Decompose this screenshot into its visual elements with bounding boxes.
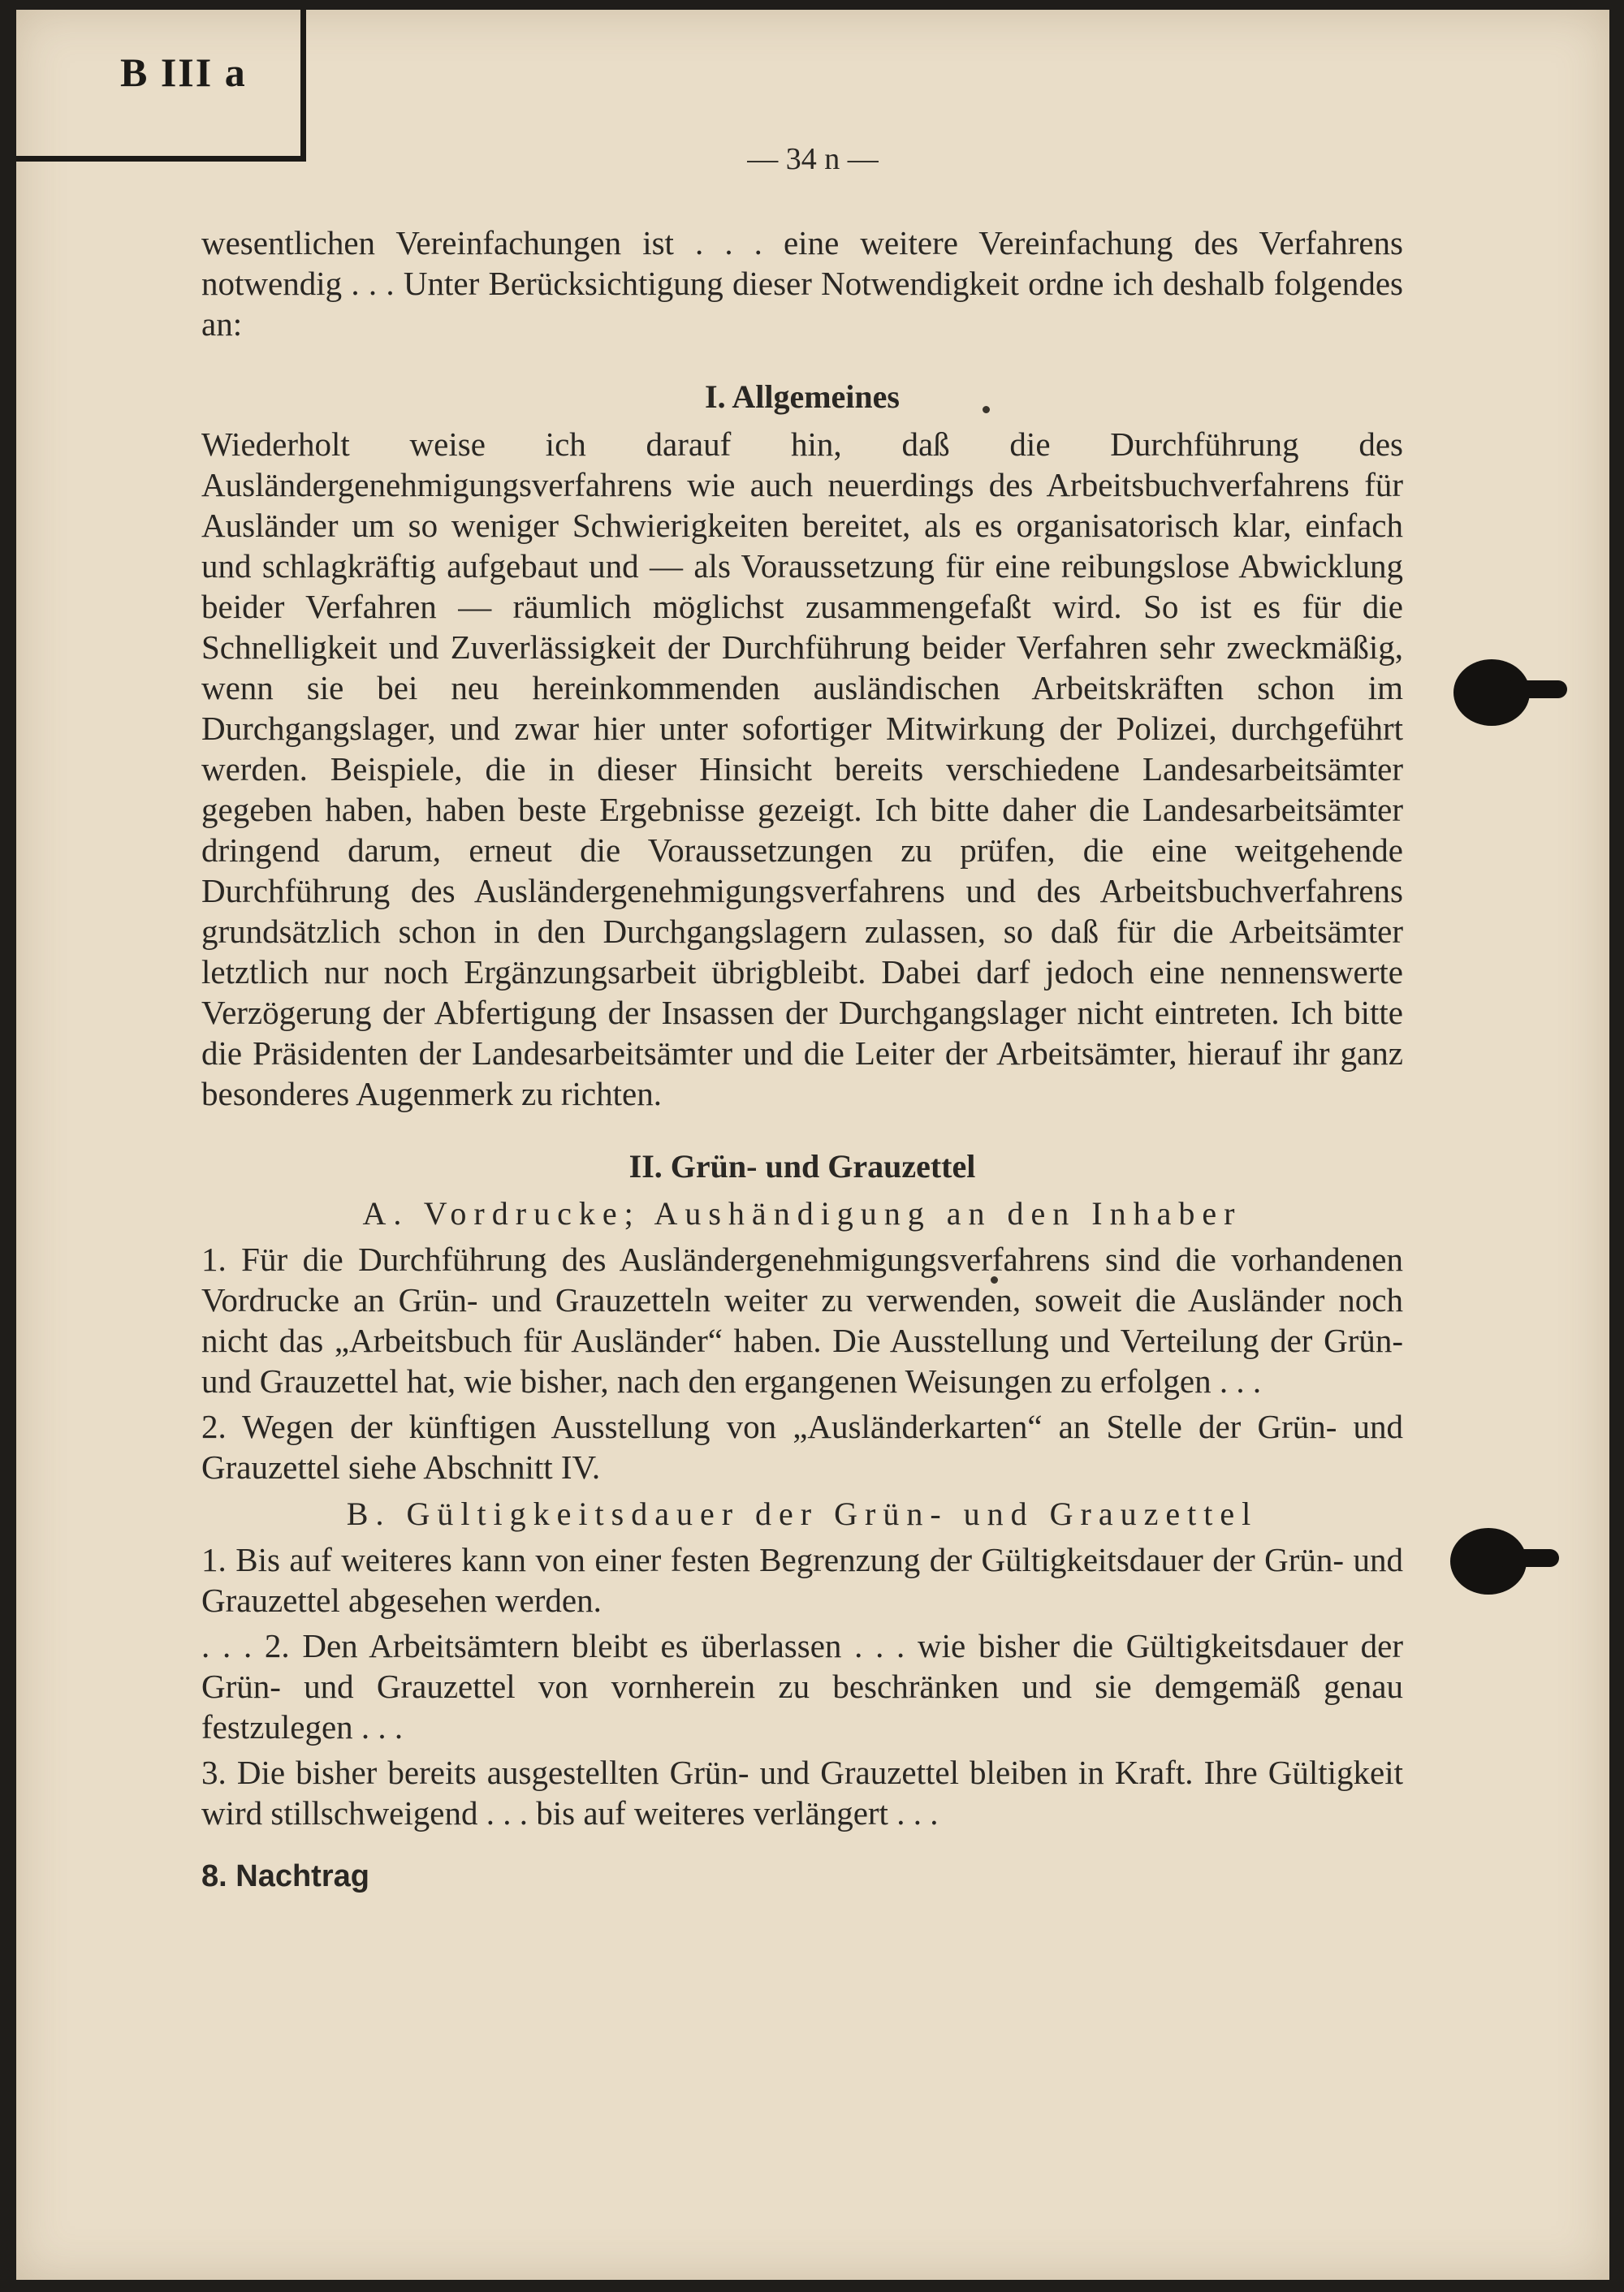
list-item: . . . 2. Den Arbeitsämtern bleibt es überlassen . . . wie bisher die Gültigkeitsdauer der Grün- und Grauzettel von vornherein zu beschränken und sie demgemäß genau festzulegen . . . [201,1627,1403,1746]
punch-hole-top-tear [1510,680,1567,698]
corner-label: B III a [120,50,247,95]
corner-label-box [16,10,306,162]
page-number: — 34 n — [747,142,879,176]
section-heading-allgemeines: I. Allgemeines [705,378,900,415]
document-page [16,10,1609,2280]
punch-hole-bottom-tear [1502,1549,1559,1567]
list-item: 1. Für die Durchführung des Ausländergenehmigungsverfahrens sind die vorhandenen Vordrucke an Grün- und Grauzetteln weiter zu verwenden, soweit die Ausländer noch nicht das „Arbeitsbuch für Ausländer“ haben. Die Ausstellung und Verteilung der Grün- und Grauzettel hat, wie bisher, nach den ergangenen Weisungen zu erfolgen . . . [201,1241,1403,1400]
document-body [201,222,1403,1897]
intro-paragraph: wesentlichen Vereinfachungen ist . . . eine weitere Vereinfachung des Verfahrens notwendig . . . Unter Berücksichtigung dieser Notwendigkeit ordne ich deshalb folgendes an: [201,224,1403,343]
list-item: 2. Wegen der künftigen Ausstellung von „Ausländerkarten“ an Stelle der Grün- und Grauzettel siehe Abschnitt IV. [201,1408,1403,1486]
section-heading-gruen-grauzettel: II. Grün- und Grauzettel [628,1148,976,1185]
footnote-nachtrag: 8. Nachtrag [201,1859,369,1893]
subheading-vordrucke: A. Vordrucke; Aushändigung an den Inhaber [362,1195,1242,1232]
subheading-gueltigkeitsdauer: B. Gültigkeitsdauer der Grün- und Grauzettel [346,1496,1259,1532]
list-item: 3. Die bisher bereits ausgestellten Grün- und Grauzettel bleiben in Kraft. Ihre Gültigkeit wird stillschweigend . . . bis auf weiteres verlängert . . . [201,1754,1403,1832]
list-item: 1. Bis auf weiteres kann von einer festen Begrenzung der Gültigkeitsdauer der Grün- und Grauzettel abgesehen werden. [201,1541,1403,1619]
section-allgemeines-paragraph: Wiederholt weise ich darauf hin, daß die Durchführung des Ausländergenehmigungsverfahrens wie auch neuerdings des Arbeitsbuchverfahrens für Ausländer um so weniger Schwierigkeiten bereitet, als es organisatorisch klar, einfach und schlagkräftig aufgebaut und — als Voraussetzung für eine reibungslose Abwicklung beider Verfahren — räumlich möglichst zusammengefaßt wird. So ist es für die Schnelligkeit und Zuverlässigkeit der Durchführung beider Verfahren sehr zweckmäßig, wenn sie bei neu hereinkommenden ausländischen Arbeitskräften schon im Durchgangslager, und zwar hier unter sofortiger Mitwirkung der Polizei, durchgeführt werden. Beispiele, die in dieser Hinsicht bereits verschiedene Landesarbeitsämter gegeben haben, haben beste Ergebnisse gezeigt. Ich bitte daher die Landesarbeitsämter dringend darum, erneut die Voraussetzungen zu prüfen, die eine weitgehende Durchführung des Ausländergenehmigungsverfahrens und des Arbeitsbuchverfahrens grundsätzlich schon in den Durchgangslagern zulassen, so daß für die Arbeitsämter letztlich nur noch Ergänzungsarbeit übrigbleibt. Dabei darf jedoch eine nennenswerte Verzögerung der Abfertigung der Insassen der Durchgangslager nicht eintreten. Ich bitte die Präsidenten der Landesarbeitsämter und die Leiter der Arbeitsämter, hierauf ihr ganz besonderes Augenmerk zu richten. [201,425,1403,1112]
